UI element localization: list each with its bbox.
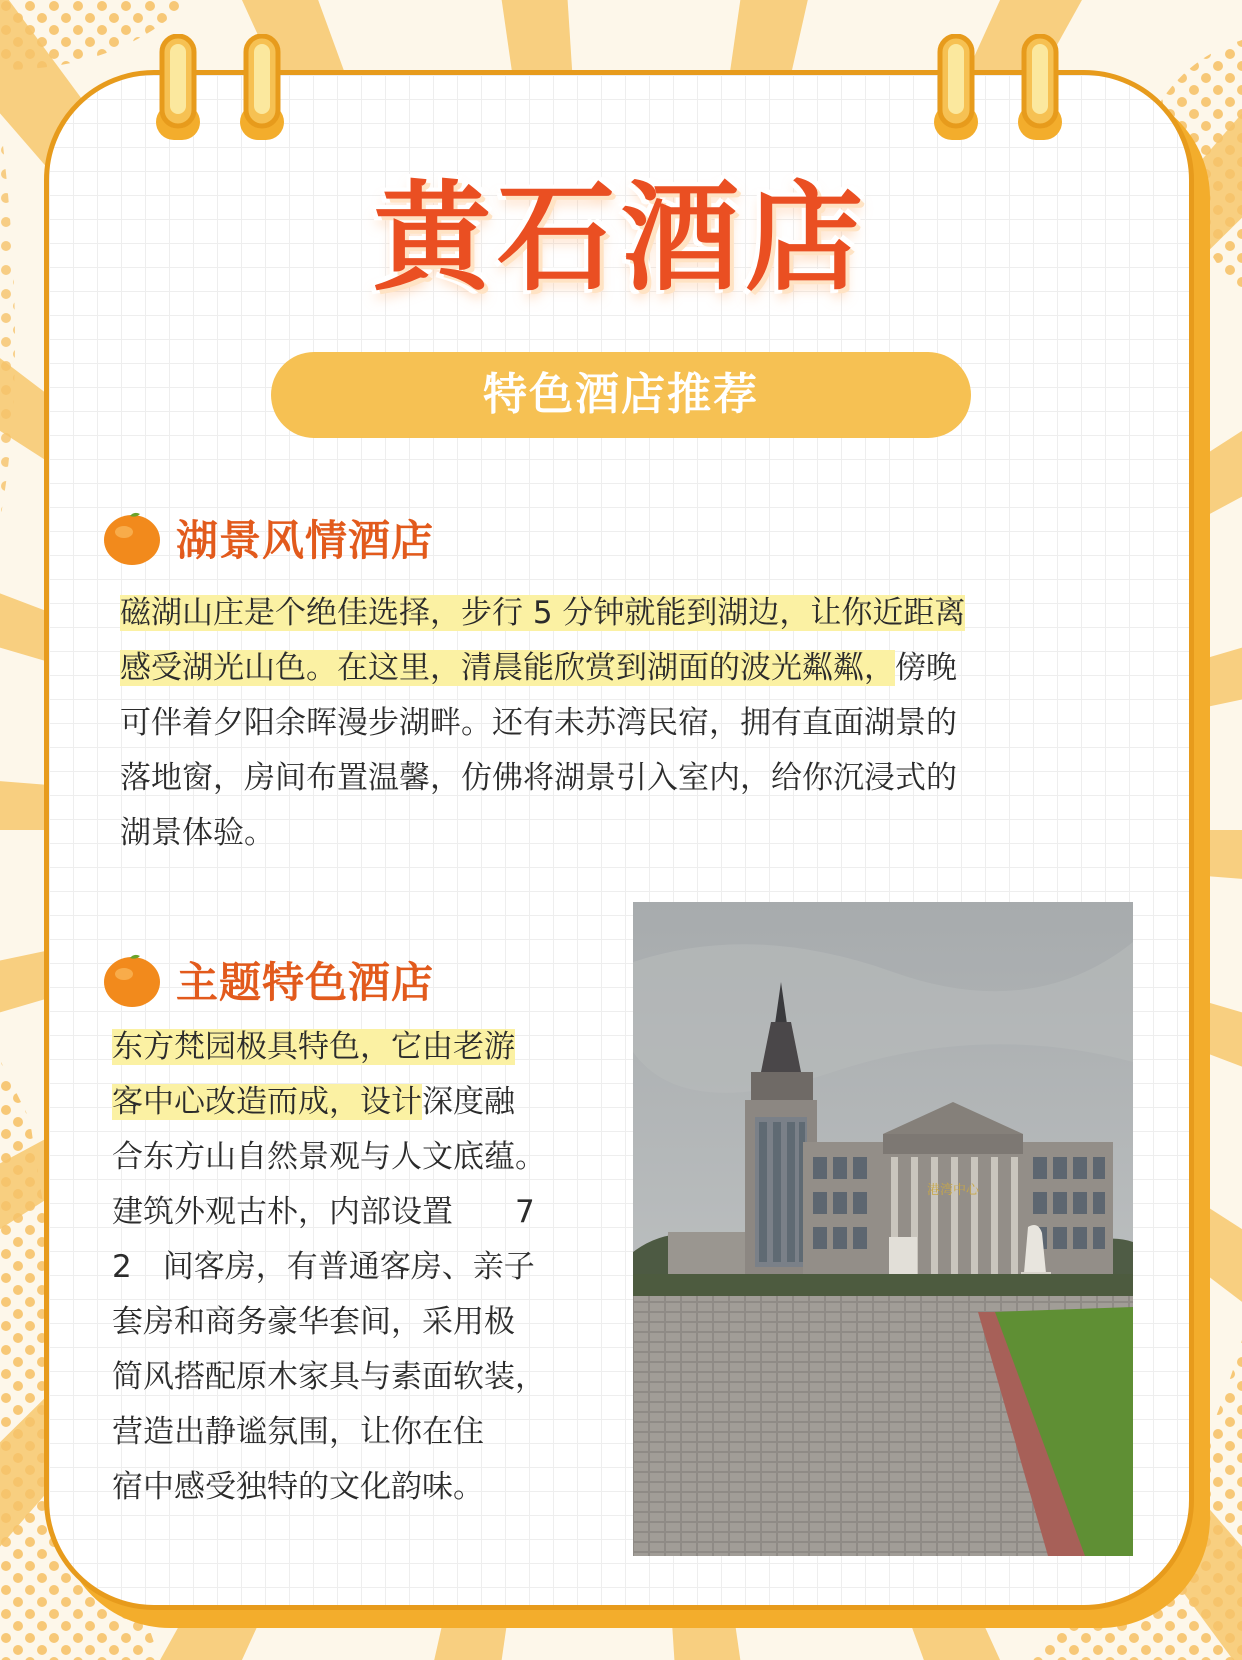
body-text: 傍晚 — [895, 650, 957, 686]
highlighted-text: 感受湖光山色。在这里，清晨能欣赏到湖面的波光粼粼， — [120, 650, 895, 686]
body-text: 建筑外观古朴，内部设置 7 — [112, 1194, 535, 1230]
hotel-photo — [633, 902, 1133, 1556]
section-body-theme — [112, 1020, 612, 1515]
text-line — [112, 1350, 612, 1405]
highlighted-text: 磁湖山庄是个绝佳选择，步行 5 分钟就能到湖边，让你近距离 — [120, 595, 966, 631]
body-text: 简风搭配原木家具与素面软装， — [112, 1359, 546, 1395]
binder-ring-icon — [1012, 34, 1068, 144]
binder-ring-icon — [928, 34, 984, 144]
text-line — [112, 1405, 612, 1460]
subtitle-pill: 特色酒店推荐 — [271, 352, 971, 438]
binder-ring-icon — [234, 34, 290, 144]
highlighted-text: 东方梵园极具特色，它由老游 — [112, 1029, 515, 1065]
highlighted-text: 客中心改造而成，设计 — [112, 1084, 422, 1120]
body-text: 湖景体验。 — [120, 815, 275, 851]
text-line — [112, 1130, 612, 1185]
body-text: 营造出静谧氛围，让你在住 — [112, 1414, 484, 1450]
section-title: 湖景风情酒店 — [176, 516, 435, 565]
section-body-lake — [120, 586, 1100, 861]
orange-icon — [102, 952, 162, 1008]
body-text: 合东方山自然景观与人文底蕴。 — [112, 1139, 546, 1175]
section-heading-lake — [102, 508, 434, 568]
body-text: 宿中感受独特的文化韵味。 — [112, 1469, 484, 1505]
building-sign: 港湾中心 — [926, 1183, 980, 1198]
text-line — [120, 696, 1100, 751]
body-text: 可伴着夕阳余晖漫步湖畔。还有未苏湾民宿，拥有直面湖景的 — [120, 705, 957, 741]
section-heading-theme — [102, 950, 434, 1010]
text-line — [120, 806, 1100, 861]
text-line — [120, 641, 1100, 696]
orange-icon — [102, 510, 162, 566]
page-title: 黄石酒店 — [372, 168, 869, 307]
body-text: 套房和商务豪华套间，采用极 — [112, 1304, 515, 1340]
section-title: 主题特色酒店 — [176, 958, 435, 1007]
text-line — [120, 586, 1100, 641]
text-line — [120, 751, 1100, 806]
text-line — [112, 1185, 612, 1240]
binder-ring-icon — [150, 34, 206, 144]
text-line — [112, 1460, 612, 1515]
body-text: 2 间客房，有普通客房、亲子 — [112, 1249, 535, 1285]
body-text: 深度融 — [422, 1084, 515, 1120]
text-line — [112, 1295, 612, 1350]
text-line — [112, 1020, 612, 1075]
text-line — [112, 1075, 612, 1130]
text-line — [112, 1240, 612, 1295]
body-text: 落地窗，房间布置温馨，仿佛将湖景引入室内，给你沉浸式的 — [120, 760, 957, 796]
